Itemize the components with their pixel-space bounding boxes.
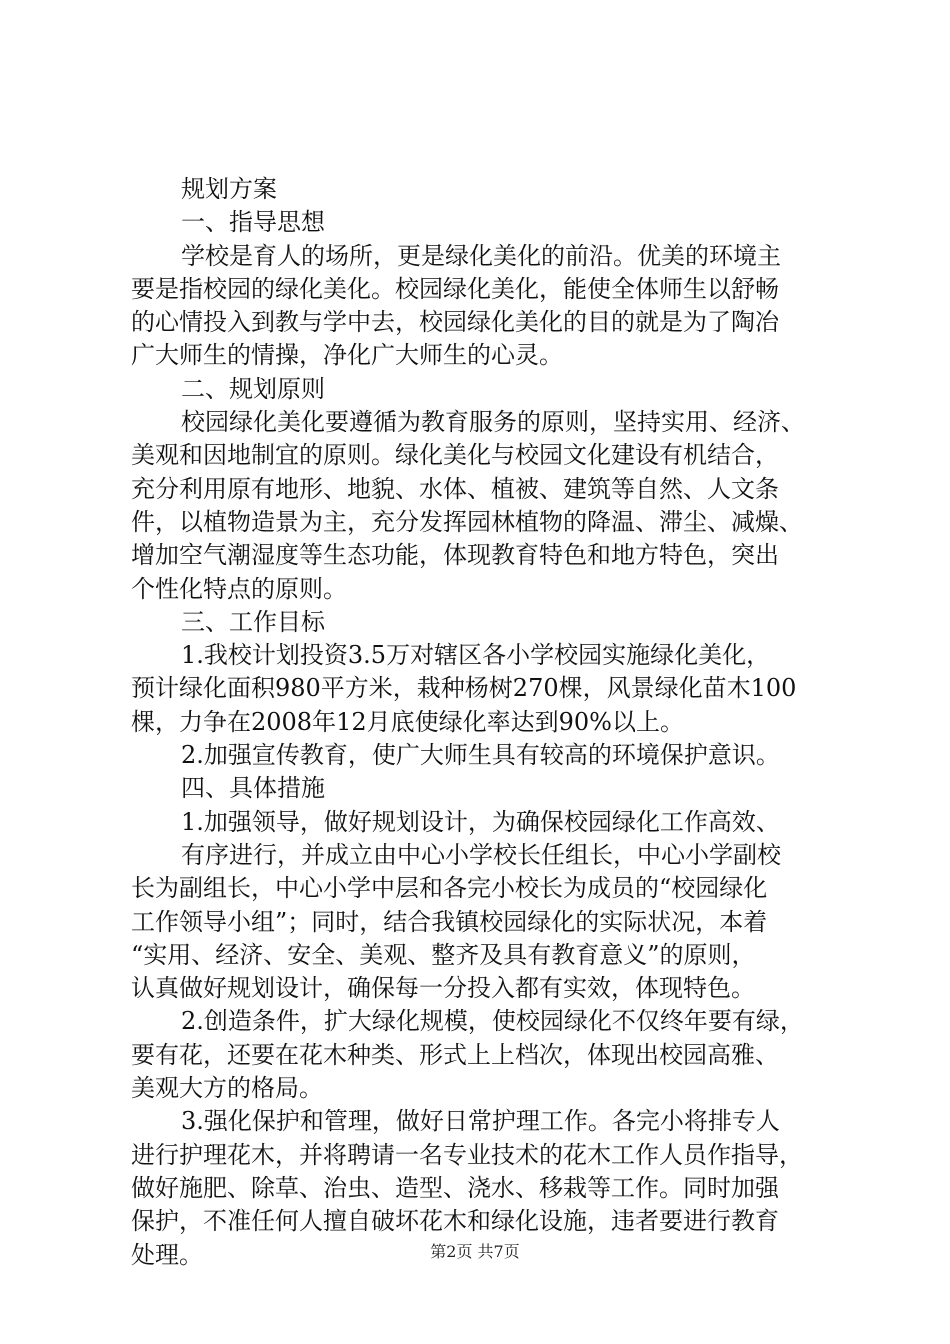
text-line: 认真做好规划设计，确保每一分投入都有实效，体现特色。 bbox=[131, 974, 755, 1003]
text-line: 个性化特点的原则。 bbox=[131, 574, 347, 603]
text-line: 规划方案 bbox=[181, 175, 277, 203]
text-line: 校园绿化美化要遵循为教育服务的原则，坚持实用、经济、 bbox=[181, 408, 805, 437]
text-line: 二、规划原则 bbox=[181, 374, 325, 403]
text-line: 进行护理花木，并将聘请一名专业技术的花木工作人员作指导， bbox=[131, 1140, 803, 1169]
text-line: 一、指导思想 bbox=[181, 208, 325, 237]
text-line: 预计绿化面积980平方米，栽种杨树270棵，风景绿化苗木100 bbox=[131, 674, 797, 703]
text-line: 件，以植物造景为主，充分发挥园林植物的降温、滞尘、减燥、 bbox=[131, 507, 803, 536]
text-line: 要是指校园的绿化美化。校园绿化美化，能使全体师生以舒畅 bbox=[131, 274, 779, 303]
text-line: “实用、经济、安全、美观、整齐及具有教育意义”的原则， bbox=[131, 940, 756, 969]
text-line: 三、工作目标 bbox=[181, 607, 325, 636]
text-line: 的心情投入到教与学中去，校园绿化美化的目的就是为了陶冶 bbox=[131, 308, 779, 337]
text-line: 四、具体措施 bbox=[181, 774, 325, 803]
page-footer: 第2页 共7页 bbox=[430, 1242, 520, 1261]
text-line: 工作领导小组”；同时，结合我镇校园绿化的实际状况，本着 bbox=[131, 907, 768, 936]
text-line: 有序进行，并成立由中心小学校长任组长，中心小学副校 bbox=[181, 840, 781, 869]
text-line: 棵，力争在2008年12月底使绿化率达到90%以上。 bbox=[131, 707, 684, 736]
text-line: 增加空气潮湿度等生态功能，体现教育特色和地方特色，突出 bbox=[131, 541, 779, 570]
text-line: 美观大方的格局。 bbox=[131, 1074, 323, 1103]
text-line: 要有花，还要在花木种类、形式上上档次，体现出校园高雅、 bbox=[131, 1040, 779, 1069]
text-line: 长为副组长，中心小学中层和各完小校长为成员的“校园绿化 bbox=[131, 874, 768, 903]
text-line: 充分利用原有地形、地貌、水体、植被、建筑等自然、人文条 bbox=[131, 474, 779, 503]
text-line: 2.创造条件，扩大绿化规模，使校园绿化不仅终年要有绿， bbox=[181, 1007, 804, 1036]
document-body bbox=[131, 173, 831, 1272]
text-line: 广大师生的情操，净化广大师生的心灵。 bbox=[131, 341, 563, 370]
text-line: 保护，不准任何人擅自破坏花木和绿化设施，违者要进行教育 bbox=[131, 1207, 779, 1236]
text-line: 1.加强领导，做好规划设计，为确保校园绿化工作高效、 bbox=[181, 807, 780, 836]
text-line: 2.加强宣传教育，使广大师生具有较高的环境保护意识。 bbox=[181, 741, 780, 770]
text-line: 学校是育人的场所，更是绿化美化的前沿。优美的环境主 bbox=[181, 241, 781, 270]
text-line: 做好施肥、除草、治虫、造型、浇水、移栽等工作。同时加强 bbox=[131, 1173, 779, 1202]
text-line: 处理。 bbox=[131, 1240, 203, 1269]
text-line: 1.我校计划投资3.5万对辖区各小学校园实施绿化美化， bbox=[181, 641, 771, 670]
text-line: 3.强化保护和管理，做好日常护理工作。各完小将排专人 bbox=[181, 1107, 780, 1136]
text-line: 美观和因地制宜的原则。绿化美化与校园文化建设有机结合， bbox=[131, 441, 779, 470]
